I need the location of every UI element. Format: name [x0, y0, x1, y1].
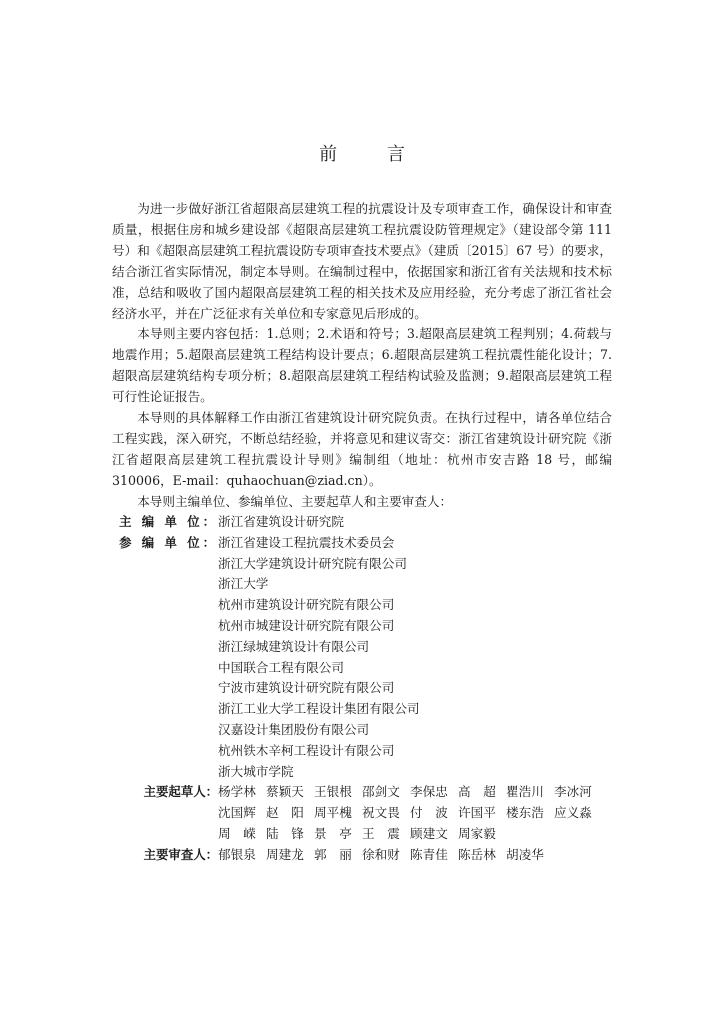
drafter-name: 李冰河: [554, 784, 592, 800]
drafter-name: 李保忠: [410, 784, 448, 800]
participating-unit: 杭州铁木辛柯工程设计有限公司: [218, 742, 395, 758]
drafters-row: [112, 782, 624, 844]
reviewer-name: 周建龙: [266, 846, 304, 862]
page-title: 前 言: [319, 144, 427, 165]
drafter-name: 沈国辉: [218, 805, 256, 821]
drafter-name: 赵 阳: [266, 805, 304, 821]
reviewer-name: 郭 丽: [314, 846, 352, 862]
reviewers-name-list: [218, 845, 624, 866]
participating-row: [112, 533, 624, 783]
participating-unit: 中国联合工程有限公司: [218, 659, 344, 675]
drafter-name: 顾建文: [410, 825, 448, 841]
preface-paragraph-3: 本导则的具体解释工作由浙江省建筑设计研究院负责。在执行过程中，请各单位结合工程实践，深入研究，不断总结经验，并将意见和建议寄交：浙江省建筑设计研究院《浙江省超限高层建筑工程抗震设计导则》编制组（地址：杭州市安吉路 18 号，邮编 310006，E-mail：quhaochuan@ziad.cn）。: [112, 410, 612, 488]
preface-paragraph-1: 为进一步做好浙江省超限高层建筑工程的抗震设计及专项审查工作，确保设计和审查质量，根据住房和城乡建设部《超限高层建筑工程抗震设防管理规定》（建设部令第 111 号）和《超限高层建筑工程抗震设防专项审查技术要点》（建质〔2015〕67 号）的要求，结合浙江省实际情况，制定本导则。在编制过程中，依据国家和浙江省有关法规和技术标准，总结和吸收了国内超限高层建筑工程的相关技术及应用经验，充分考虑了浙江省社会经济水平，并在广泛征求有关单位和专家意见后形成的。: [112, 201, 612, 321]
participating-unit: 杭州市建筑设计研究院有限公司: [218, 597, 395, 613]
reviewers-label: 主要审查人：: [143, 846, 218, 862]
drafters-label: 主要起草人：: [143, 784, 218, 800]
drafter-name: 蔡颖天: [266, 784, 304, 800]
participating-label: 参 编 单 位：: [119, 534, 218, 550]
drafter-name: 瞿浩川: [506, 784, 544, 800]
preface-paragraph-4: 本导则主编单位、参编单位、主要起草人和主要审查人：: [137, 494, 453, 509]
chief-editor-label: 主 编 单 位：: [119, 514, 218, 529]
participating-unit: 宁波市建筑设计研究院有限公司: [218, 680, 395, 696]
participating-unit: 浙江省建设工程抗震技术委员会: [218, 534, 395, 550]
reviewer-name: 郁银泉: [218, 846, 256, 862]
drafter-name: 杨学林: [218, 784, 256, 800]
participating-unit: 汉嘉设计集团股份有限公司: [218, 721, 370, 737]
drafter-name: 王 震: [362, 825, 400, 841]
drafter-name: 景 亭: [314, 825, 352, 841]
drafter-name: 付 波: [410, 805, 448, 821]
contributors-section: [112, 512, 624, 866]
participating-unit-list: [218, 533, 624, 783]
reviewer-name: 陈岳林: [458, 846, 496, 862]
drafter-name: 周平槐: [314, 805, 352, 821]
drafter-name: 楼东浩: [506, 805, 544, 821]
drafter-name: 许国平: [458, 805, 496, 821]
drafter-name: 应义淼: [554, 805, 592, 821]
participating-unit: 浙大城市学院: [218, 763, 294, 779]
reviewers-row: [112, 845, 624, 866]
chief-editor-unit: 浙江省建筑设计研究院: [218, 514, 344, 529]
drafter-name: 周家毅: [458, 825, 496, 841]
participating-unit: 杭州市城建设计研究院有限公司: [218, 617, 395, 633]
drafter-name: 陆 锋: [266, 825, 304, 841]
reviewer-name: 徐和财: [362, 846, 400, 862]
participating-unit: 浙江大学建筑设计研究院有限公司: [218, 555, 407, 571]
participating-unit: 浙江绿城建筑设计有限公司: [218, 638, 370, 654]
preface-paragraph-2: 本导则主要内容包括：1.总则；2.术语和符号；3.超限高层建筑工程判别；4.荷载与地震作用；5.超限高层建筑工程结构设计要点；6.超限高层建筑工程抗震性能化设计；7.超限高层建筑结构专项分析；8.超限高层建筑工程结构试验及监测；9.超限高层建筑工程可行性论证报告。: [112, 326, 612, 404]
drafter-name: 邵剑文: [362, 784, 400, 800]
reviewer-name: 陈青佳: [410, 846, 448, 862]
reviewer-name: 胡凌华: [506, 846, 544, 862]
drafter-name: 王银根: [314, 784, 352, 800]
drafter-name: 祝文畏: [362, 805, 400, 821]
drafter-name: 高 超: [458, 784, 496, 800]
drafter-name: 周 嵘: [218, 825, 256, 841]
participating-unit: 浙江大学: [218, 576, 269, 592]
chief-editor-row: [112, 512, 624, 533]
participating-unit: 浙江工业大学工程设计集团有限公司: [218, 701, 420, 717]
drafters-name-list: [218, 782, 624, 844]
